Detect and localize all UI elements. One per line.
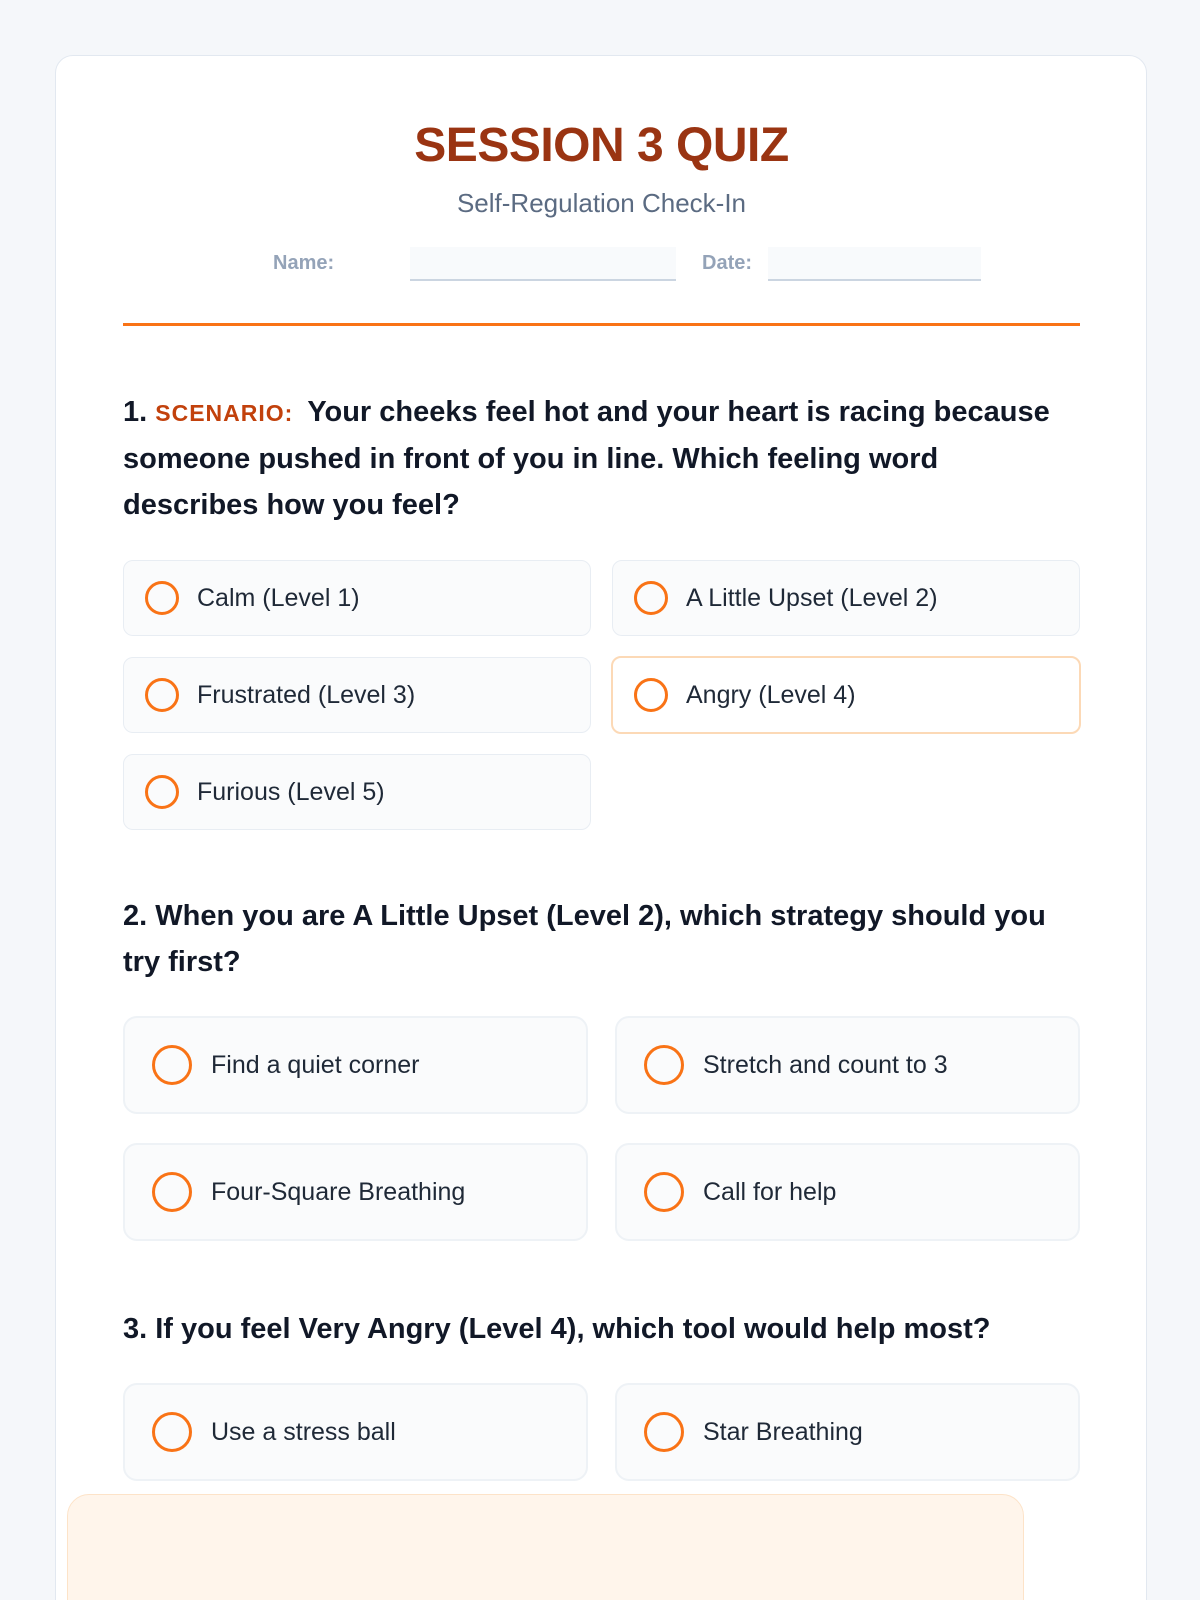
q2-option-four-square[interactable] [123, 1143, 588, 1241]
q2-option-stretch[interactable] [615, 1016, 1080, 1114]
q3-option-stress-ball[interactable] [123, 1383, 588, 1481]
q2-option-call-for-help[interactable] [615, 1143, 1080, 1241]
question-2-suffix: , which strategy should you try first? [123, 900, 1046, 978]
radio-circle-icon[interactable] [644, 1172, 684, 1212]
radio-circle-icon[interactable] [145, 581, 179, 615]
radio-circle-icon[interactable] [145, 775, 179, 809]
question-1-body: Your cheeks feel hot and your heart is racing because someone pushed in front of you in line. Which feeling word describes how you feel? [123, 396, 1050, 521]
radio-circle-icon[interactable] [644, 1045, 684, 1085]
q1-option-furious[interactable] [123, 754, 591, 830]
radio-circle-icon[interactable] [634, 678, 668, 712]
quiz-content [123, 56, 1080, 1600]
quiz-subtitle: Self-Regulation Check-In [456, 188, 747, 218]
option-label: A Little Upset (Level 2) [686, 583, 938, 612]
radio-circle-icon[interactable] [145, 678, 179, 712]
option-label: Use a stress ball [211, 1417, 396, 1446]
question-3-emphasis: Very Angry (Level 4) [298, 1313, 577, 1345]
question-3-prefix: 3. If you feel [123, 1313, 291, 1345]
q3-option-star-breathing[interactable] [615, 1383, 1080, 1481]
callout-panel [67, 1494, 1024, 1600]
option-label: Frustrated (Level 3) [197, 680, 416, 709]
radio-circle-icon[interactable] [644, 1412, 684, 1452]
question-2-emphasis: A Little Upset (Level 2) [352, 900, 664, 932]
name-label: Name: [273, 252, 335, 274]
scenario-tag: SCENARIO: [155, 400, 294, 426]
radio-circle-icon[interactable] [152, 1172, 192, 1212]
option-label: Calm (Level 1) [197, 583, 360, 612]
radio-circle-icon[interactable] [152, 1045, 192, 1085]
question-2-prefix: 2. When you are [123, 900, 346, 932]
date-label: Date: [702, 252, 753, 274]
radio-circle-icon[interactable] [634, 581, 668, 615]
radio-circle-icon[interactable] [152, 1412, 192, 1452]
question-3-suffix: , which tool would help most? [576, 1313, 991, 1345]
quiz-card [55, 55, 1147, 1600]
option-label: Find a quiet corner [211, 1050, 420, 1079]
quiz-title: SESSION 3 QUIZ [414, 119, 789, 172]
name-field[interactable] [410, 247, 676, 281]
q2-option-quiet-corner[interactable] [123, 1016, 588, 1114]
option-label: Angry (Level 4) [686, 680, 856, 709]
q1-option-a-little-upset[interactable] [612, 560, 1080, 636]
question-1-text [123, 389, 1080, 528]
q1-option-calm[interactable] [123, 560, 591, 636]
question-3-text [123, 1306, 1080, 1352]
question-1-number: 1. [123, 396, 148, 428]
date-field[interactable] [768, 247, 981, 281]
option-label: Stretch and count to 3 [703, 1050, 948, 1079]
question-2-text [123, 893, 1080, 985]
option-label: Call for help [703, 1177, 837, 1206]
option-label: Furious (Level 5) [197, 777, 385, 806]
option-label: Star Breathing [703, 1417, 863, 1446]
q1-option-angry[interactable] [611, 656, 1081, 734]
option-label: Four-Square Breathing [211, 1177, 466, 1206]
header-divider [123, 323, 1080, 326]
q1-option-frustrated[interactable] [123, 657, 591, 733]
